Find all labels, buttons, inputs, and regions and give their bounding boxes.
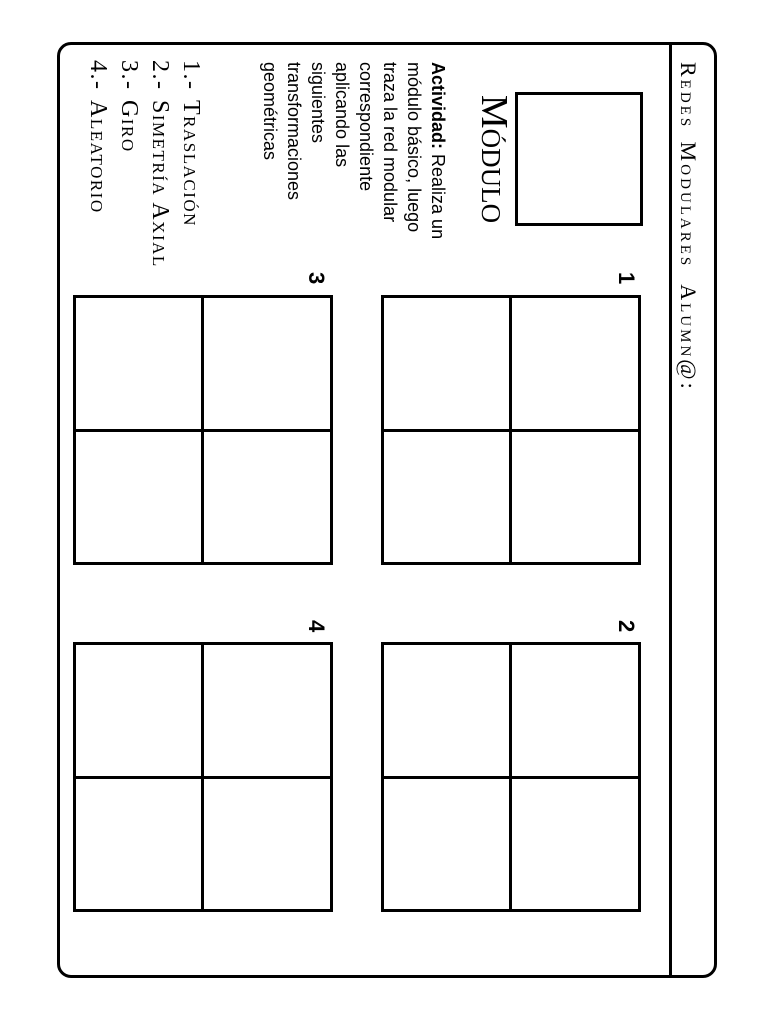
- grid-number: 3: [304, 272, 329, 285]
- activity-instructions: [258, 62, 450, 239]
- grid-cell: [384, 432, 510, 563]
- grid-number: 4: [304, 620, 329, 633]
- transformation-label: Simetría Axial: [147, 100, 173, 268]
- student-name-label: Alumn@:: [676, 284, 701, 392]
- activity-line: siguientes: [308, 62, 328, 144]
- transformation-item: [144, 60, 175, 268]
- grid-cell: [513, 432, 639, 563]
- activity-label: Actividad:: [428, 62, 448, 150]
- transformation-label: Aleatorio: [85, 100, 111, 214]
- transformation-label: Traslación: [178, 100, 204, 227]
- transformation-number: 1.-: [178, 60, 204, 91]
- grid-cell: [76, 298, 202, 429]
- transformation-item: [82, 60, 113, 268]
- worksheet-header: [674, 62, 702, 392]
- activity-line: geométricas: [260, 62, 280, 161]
- activity-line-text: Realiza un: [428, 154, 448, 240]
- grid-cell: [384, 645, 510, 776]
- grid-cell: [76, 645, 202, 776]
- modular-grid-4: [73, 642, 333, 912]
- activity-line: transformaciones: [284, 62, 304, 201]
- grid-number: 2: [614, 620, 639, 633]
- grid-cell: [513, 779, 639, 910]
- grid-cell: [205, 432, 331, 563]
- grid-cell: [76, 779, 202, 910]
- grid-cell: [384, 779, 510, 910]
- modular-grid-1: [381, 295, 641, 565]
- activity-line: correspondiente: [356, 62, 376, 192]
- modular-grid-3: [73, 295, 333, 565]
- transformation-number: 2.-: [147, 60, 173, 91]
- transformation-item: [175, 60, 206, 268]
- module-title: Módulo: [473, 94, 515, 224]
- grid-number: 1: [614, 272, 639, 285]
- transformation-list: [82, 60, 206, 268]
- modular-grid-2: [381, 642, 641, 912]
- module-drawing-box: [515, 92, 643, 226]
- grid-cell: [513, 645, 639, 776]
- grid-cell: [513, 298, 639, 429]
- transformation-number: 4.-: [85, 60, 111, 91]
- grid-cell: [205, 298, 331, 429]
- transformation-label: Giro: [116, 100, 142, 153]
- grid-cell: [205, 779, 331, 910]
- header-divider: [669, 42, 672, 978]
- worksheet-title: Redes Modulares: [676, 62, 701, 269]
- grid-cell: [76, 432, 202, 563]
- grid-cell: [384, 298, 510, 429]
- transformation-item: [113, 60, 144, 268]
- activity-line: traza la red modular: [380, 62, 400, 223]
- activity-line: módulo básico, luego: [404, 62, 424, 233]
- activity-line: [426, 62, 450, 239]
- transformation-number: 3.-: [116, 60, 142, 91]
- activity-line: aplicando las: [332, 62, 352, 168]
- grid-cell: [205, 645, 331, 776]
